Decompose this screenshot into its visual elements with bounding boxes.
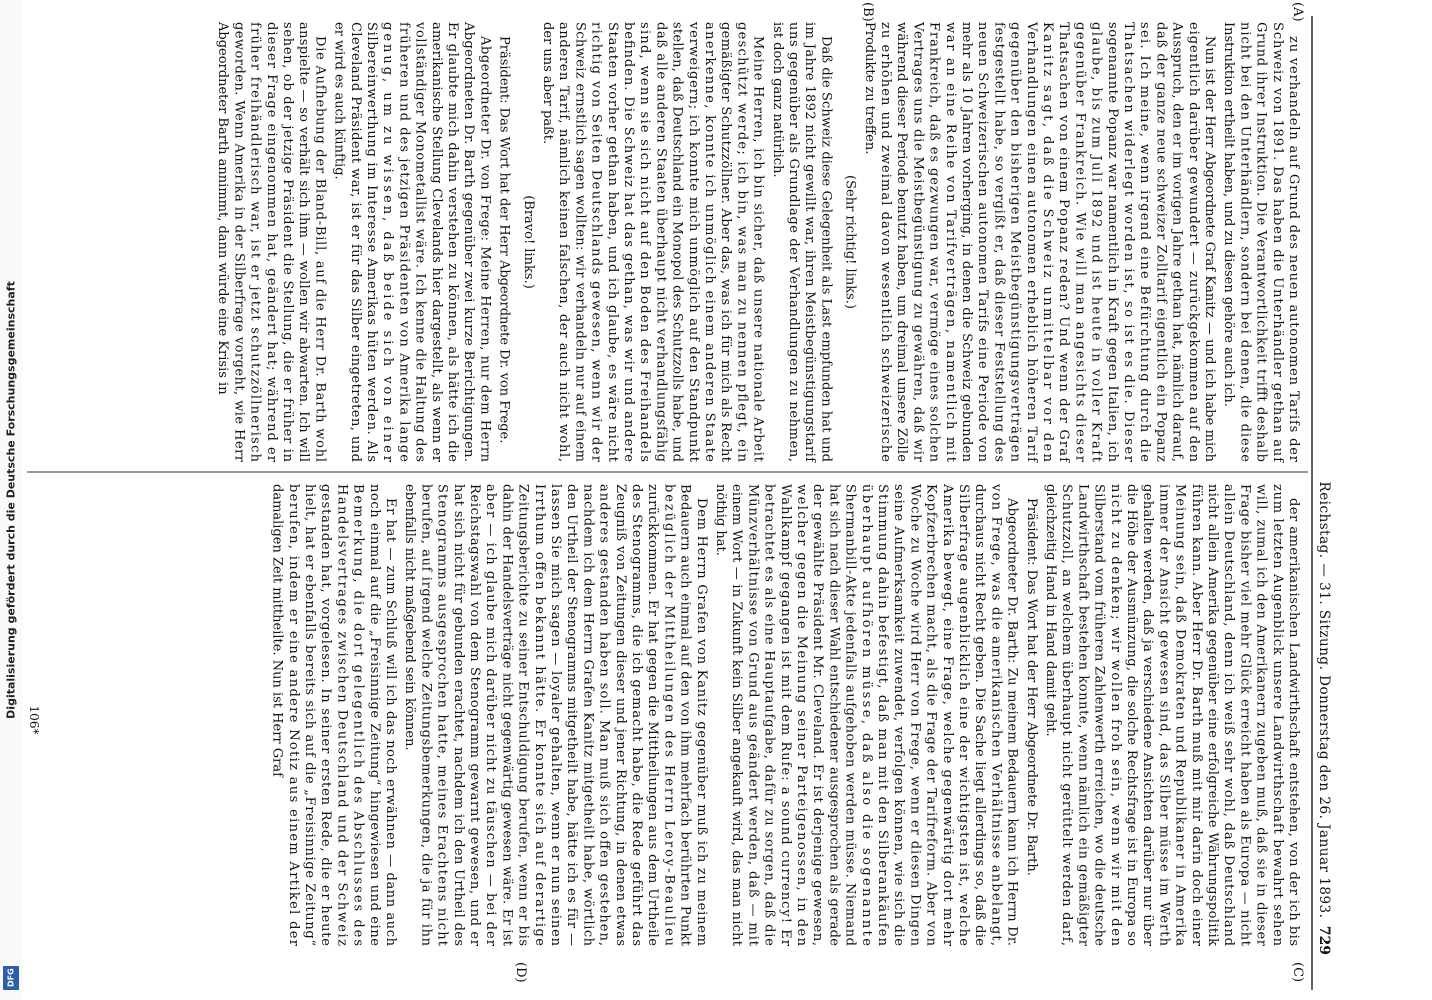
left-column-p3-line: Daß die Schweiz diese Gelegenheit als Last empfunden hat und bbox=[818, 36, 834, 462]
margin-letter-c: (C) bbox=[1290, 962, 1305, 983]
left-column-p1-line: eigentlich darüber gewundert — zurückgekommen auf den bbox=[1185, 22, 1201, 462]
left-column-p0-line: Instruktion ertheilt haben, und zu diesen gehöre auch ich. bbox=[1221, 22, 1237, 407]
left-column-p7-line: er wird es auch künftig. bbox=[331, 22, 347, 180]
left-column-p8-line: geworden. Wenn Amerika in der Silberfrage vorgeht, wie Herr bbox=[231, 22, 247, 462]
left-column-p1-line: Thatsachen widerlegt worden ist, so ist es die. Dieser bbox=[1121, 22, 1136, 462]
left-column-p4-line: daß alle anderen Staaten überhaupt nicht verhandlungsfähig bbox=[653, 22, 669, 462]
left-column-p6-line: Präsident: Das Wort hat der Herr Abgeordnete Dr. von Frege. bbox=[496, 36, 512, 444]
left-column-p0-line: nicht bei den Unterhändlern, sondern bei denen, die diese bbox=[1237, 22, 1253, 463]
right-column-p2-line: Stimmung dahin befestigt, daß man mit den Silberankäufen bbox=[875, 484, 890, 946]
sheet-signature: 106* bbox=[27, 705, 41, 735]
right-column-p3-line: aber — ich glaube mich darüber nicht zu täuschen — bei der bbox=[483, 484, 499, 946]
right-column-p0-line: gehalten werden, daß ja verschiedene Ansichten darüber nur über bbox=[1140, 484, 1156, 946]
left-column-p3-line: uns gegenüber als Grundlage der Verhandlungen zu nehmen, bbox=[786, 22, 801, 462]
right-column-p3-line: Zeitungsberichte zu seiner Entschuldigung berufen, wenn er bis bbox=[515, 484, 531, 946]
right-column-p2-line: der gewählte Präsident Mr. Cleveland. Er ist derjenige gewesen, bbox=[810, 484, 826, 946]
left-column-p1-line: während dieser Periode benutzt haben, um dreimal unsere Zölle bbox=[894, 22, 910, 462]
left-column-p7-line: amerikanische Stellung Clevelands hier dargestellt, als wenn er bbox=[428, 22, 444, 462]
left-column-p0-line: zu verhandeln auf Grund des neuen autonomen Tarifs der bbox=[1286, 36, 1301, 462]
right-column-p2-line: Shermanbill-Akte jedenfalls aufgehoben werden müsse. Niemand bbox=[842, 484, 858, 946]
left-column-p1-line: war an eine Reihe von Tarifverträgen, namentlich mit bbox=[942, 22, 958, 462]
left-column-p7-line: früheren und des jetzigen Präsidenten von Amerika lange bbox=[396, 22, 412, 463]
left-column-p8-line: Die Aufhebung der Bland-Bill, auf die Herr Dr. Barth wohl bbox=[312, 36, 328, 462]
left-column-p3-line: ist doch ganz natürlich. bbox=[769, 22, 785, 178]
right-column-p3-line: nachdem ich dem Herrn Grafen Kanitz mitgetheilt habe, wörtlich bbox=[580, 484, 596, 946]
right-column-p2-line: Abgeordneter Dr. Barth: Zu meinem Bedauern kann ich Herrn Dr. bbox=[1004, 498, 1020, 946]
left-column-p4-line: richtig von Seiten Deutschlands gewesen, wenn wir der bbox=[588, 22, 604, 463]
left-column-p1-line: Vertrages uns die Meistbegünstigung zu gewähren, daß wir bbox=[910, 22, 926, 462]
right-column-p3-line: Stenogramms ausgesprochen hatte, meines Erachtens nicht bbox=[434, 484, 450, 946]
right-column-p0-line: Meinung sein, daß Demokraten und Republikaner in Amerika bbox=[1172, 484, 1188, 946]
right-column-p2-line: durchaus nicht Recht geben. Die Sache liegt allerdings so, daß die bbox=[972, 484, 988, 946]
left-column-p4-line: der uns aber paßt. bbox=[540, 22, 555, 145]
left-column-p4-line: Schweiz ernstlich sagen wollten: wir verhandeln nur auf einem bbox=[572, 22, 588, 462]
right-column-p2-line: nöthig hat. bbox=[713, 484, 728, 556]
left-column-p7-line: Abgeordneter Dr. von Frege: Meine Herren, nur dem Herrn bbox=[477, 36, 493, 462]
left-column-p1-line: festgestellt habe, so vergißt er, daß dieser Feststellung des bbox=[991, 22, 1007, 463]
right-column-p3-line: anderes gestanden haben soll. Man muß sich offen gestehen, bbox=[596, 484, 612, 946]
right-column-p4-line: damaligen Zeit mittheilte. Nun ist Herr Graf bbox=[269, 484, 285, 777]
right-column-p2-line: hat sich nach dieser Wahl entschiedener ausgesprochen als gerade bbox=[826, 484, 842, 946]
margin-letter-b: (B) bbox=[860, 2, 875, 22]
right-column-p2-line: seine Aufmerksamkeit zuwendet, verfolgen können, wie sich die bbox=[891, 484, 907, 946]
left-column-p1-line: gegenüber Frankreich. Wie will man angesichts dieser bbox=[1072, 22, 1088, 462]
left-column-p1-line: Produkte zu treffen. bbox=[861, 22, 877, 155]
right-column-p0-line: nicht allein Amerika gegenüber eine erfolgreiche Währungspolitik bbox=[1205, 484, 1220, 946]
right-column-p2-line: Münzverhältnisse von Grund aus geändert werden, daß — mit bbox=[745, 484, 761, 946]
left-column-p1-line: glaube, bis zum Juli 1892 und ist heute in voller Kraft bbox=[1088, 22, 1104, 463]
right-column-p3-line: Zeugniß von Zeitungen dieser und jener Richtung, in denen etwas bbox=[612, 484, 628, 946]
right-column-p2-line: Silberfrage augenblicklich eine der wichtigsten ist, welche bbox=[956, 484, 971, 946]
right-column-p0-line: will, zumal ich den Amerikanern zugeben muß, daß sie in dieser bbox=[1253, 484, 1269, 946]
right-column-p0-line: führen kann. Aber Herr Dr. Barth muß mit mir darin doch einer bbox=[1188, 484, 1204, 946]
right-column-p3-line: Bedauern auch einmal auf den von ihm mehrfach berührten Punkt bbox=[677, 484, 693, 946]
left-column-p3-line: im Jahre 1892 nicht gewillt war, ihren Meistbegünstigungstarif bbox=[802, 22, 818, 462]
right-column-p2-line: welcher gegen die Meinung seiner Parteigenossen, in den bbox=[794, 484, 809, 946]
right-column-p4-line: gestanden hat, vorgelesen. In seiner ersten Rede, die er heute bbox=[318, 484, 334, 946]
right-column-p0-line: zum letzten Augenblick unsere Landwirthschaft bewahrt sehen bbox=[1269, 484, 1285, 946]
right-column-p0-line: gleichzeitig Hand in Hand damit geht. bbox=[1043, 484, 1058, 737]
left-column-p1-line: Thatsachen von einem Popanz reden? Und wenn der Graf bbox=[1056, 22, 1072, 463]
left-column-p1-line: Frankreich, daß es gezwungen war, vermöge eines solchen bbox=[926, 22, 942, 462]
right-column-p3-line: Irrthum offen bekannt hätte. Er konnte sich auf derartige bbox=[531, 484, 547, 946]
right-column-p3-line: bezüglich der Mittheilungen des Herrn Leroy-Beaulieu bbox=[661, 484, 677, 946]
left-column-p7-line: Abgeordneten Dr. Barth gegenüber zwei kurze Berichtigungen. bbox=[461, 22, 477, 462]
left-column-p0-line: Grund ihrer Instruktion. Die Verantwortlichkeit trifft deshalb bbox=[1253, 22, 1269, 462]
left-column-p1-line: zu erhöhen und zweimal davon wesentlich schweizerische bbox=[878, 22, 893, 463]
right-column-p4-line: Handelsvertrages zwischen Deutschland und der Schweiz bbox=[334, 484, 350, 946]
left-column-p8-line: dieser Frage eingenommen hat, geändert hat; während er bbox=[263, 22, 279, 463]
left-column-p1-line: neuen Schweizerischen autonomen Tarifs eine Periode von bbox=[975, 22, 991, 462]
left-column-p8-line: Abgeordneter Barth annimmt, dann würde eine Krisis in bbox=[215, 22, 231, 395]
left-column-p7-line: genug, um zu wissen, daß beide sich von einer bbox=[380, 22, 396, 462]
right-column-p0-line: Frage bisher viel mehr Glück erreicht haben als Europa — nicht bbox=[1237, 484, 1253, 946]
right-column-p3-line: des Stenogramms, die ich gemacht habe, die Rede geführt das bbox=[629, 484, 644, 946]
left-column-p1-line: mehr als 10 Jahren vorherging, in denen die Schweiz gebunden bbox=[959, 22, 974, 462]
margin-letter-a: (A) bbox=[1290, 2, 1305, 22]
right-column-p0-line: Schutzzoll, an welchem überhaupt nicht gerüttelt werden darf, bbox=[1059, 484, 1075, 946]
right-column-p2-line: Woche zu Woche wird Herr von Frege, wenn er diesen Dingen bbox=[907, 484, 923, 946]
left-column-p7-line: vollständiger Monometallist wäre. Ich kenne die Haltung des bbox=[412, 22, 428, 462]
left-column-p1-line: gegenüber den bisherigen Meistbegünstigungsverträgen bbox=[1007, 22, 1023, 463]
left-column-p4-line: stellen, daß Deutschland ein Monopol des Schutzzolls habe, und bbox=[669, 22, 685, 462]
right-column-p3-line: zurückkommen. Er hat gegen die Mittheilungen aus dem Urtheile bbox=[645, 484, 661, 946]
right-column-p3-line: dahin der Handelsverträge nicht gegenwärtig gewesen wäre. Er ist bbox=[499, 484, 515, 946]
left-column-p7-line: Er glaubte mich dahin verstehen zu können, als hätte ich die bbox=[445, 22, 460, 462]
left-column-p4-line: Meine Herren, ich bin sicher, daß unsere nationale Arbeit bbox=[750, 36, 766, 462]
left-column-p1-line: Ausspruch, den er im vorigen Jahre gethan hat, nämlich darauf, bbox=[1169, 22, 1185, 462]
right-column-p2-line: einem Wort — in Zukunft kein Silber angekauft wird, das man nicht bbox=[729, 484, 745, 946]
left-column-p4-line: geschützt werde; ich bin, was man zu nennen pflegt, ein bbox=[734, 22, 750, 463]
right-column-p0-line: die Höhe der Ausmünzung, die solche Rechtsfrage ist in Europa so bbox=[1124, 484, 1139, 946]
left-column-p4-line: anerkenne, konnte ich unmöglich einem anderen Staate bbox=[702, 22, 717, 462]
left-column-p1-line: Nun ist der Herr Abgeordnete Graf Kanitz — und ich habe mich bbox=[1202, 36, 1217, 462]
left-column-p4-line: sind, wenn sie sich nicht auf den Boden des Freihandels bbox=[637, 22, 653, 463]
right-column-p3-line: ebenfalls nicht maßgebend sein können. bbox=[402, 484, 418, 751]
right-column-p4-line: berufen, indem er eine andere Notiz aus einem Artikel der bbox=[285, 484, 301, 946]
right-column-p2-line: betrachtet es als eine Hauptaufgabe, dafür zu sorgen, daß die bbox=[761, 484, 777, 946]
right-column-p4-line: Er hat — zum Schluß will ich das noch erwähnen — dann auch bbox=[383, 498, 398, 946]
right-column-p3-line: den Urtheil der Stenogramms mitgetheilt habe, hätte ich es für — bbox=[564, 484, 580, 946]
margin-letter-d: (D) bbox=[513, 962, 528, 983]
right-column-p1-line: Präsident: Das Wort hat der Herr Abgeordnete Dr. Barth. bbox=[1023, 498, 1039, 876]
right-column-p4-line: hielt, hat er ebenfalls bereits sich auf die „Freisinnige Zeitung“ bbox=[302, 484, 317, 946]
left-column-p7-line: Silbereinwerthung im Interesse Amerikas hüten werden. Als bbox=[364, 22, 379, 462]
right-column-p3-line: hat sich nicht für gebunden erachtet, nachdem ich den Urtheil des bbox=[450, 484, 466, 946]
right-column-p0-line: nicht zu denken; wir wollen froh sein, wenn wir mit den bbox=[1107, 484, 1123, 946]
left-column-p4-line: anderen Tarif, nämlich keinen falschen, der auch nicht wohl, bbox=[556, 22, 572, 462]
left-column-p1-line: Kanitz sagt, daß die Schweiz unmittelbar vor den bbox=[1040, 22, 1055, 462]
right-column-p0-line: immer der Ansicht gewesen sind, das Silber müsse im Werth bbox=[1156, 484, 1172, 946]
right-column-p2-line: Amerika bewegt, eine Frage, welche gegenwärtig dort mehr bbox=[939, 484, 955, 946]
left-column-p2-line: (Sehr richtig! links.) bbox=[842, 175, 858, 309]
right-column-p3-line: lassen Sie mich sagen — loyaler gehalten, wenn er nun seinen bbox=[548, 484, 563, 946]
right-column-p0-line: Landwirthschaft bestehen konnte, wenn nämlich ein gemäßigter bbox=[1075, 484, 1091, 946]
right-column-p3-line: berufen, auf irgend welche Zeitungsbemerkungen, die ja für ihn bbox=[418, 484, 434, 946]
page-number: 729 bbox=[1316, 925, 1332, 955]
left-column-p8-line: anspielte — so verhält sich ihm — wollen wir abwarten. Ich will bbox=[296, 22, 312, 462]
left-column-p0-line: Schweiz von 1891. Das haben die Unterhändler gethan auf bbox=[1269, 22, 1285, 462]
left-column-p8-line: sehen, ob der jetzige Präsident die Stellung, die er früher in bbox=[280, 22, 295, 462]
right-column-p2-line: von Frege, was die amerikanischen Verhältnisse anbelangt, bbox=[988, 484, 1004, 946]
left-column-p1-line: sogenannte Popanz war namentlich in Kraft gegen Italien, ich bbox=[1104, 22, 1120, 462]
left-column-p8-line: früher freihändlerisch war, ist er jetzt schutzzöllnerisch bbox=[247, 22, 263, 462]
page-content-rotated bbox=[27, 2, 1332, 990]
left-column-p4-line: gemäßigter Schutzzöllner. Aber das, was ich für mich als Recht bbox=[718, 22, 734, 462]
funding-note: Digitalisierung gefördert durch die Deutsche Forschungsgemeinschaft bbox=[4, 281, 18, 719]
right-column-p4-line: noch einmal auf die „Freisinnige Zeitung“ hingewiesen und eine bbox=[366, 484, 382, 946]
right-column-p3-line: Reichstagswahl von dem Stenogramm gewarnt gewesen, und er bbox=[467, 484, 482, 946]
left-column-p1-line: Verhandlungen einen autonomen erheblich höheren Tarif bbox=[1023, 22, 1039, 462]
left-column-p4-line: befinden. Die Schweiz hat das gethan, was wir und andere bbox=[621, 22, 636, 463]
left-column-p5-line: (Bravo! links.) bbox=[520, 195, 536, 289]
right-column-p0-line: Silberstand vom früheren Zahlenwerth erreichen, wo die deutsche bbox=[1091, 484, 1107, 946]
right-column-p4-line: Bemerkung, die dort gelegentlich des Abschlusses des bbox=[350, 484, 366, 947]
left-column-p7-line: Cleveland Präsident war, ist er für das Silber eingetreten, und bbox=[347, 22, 363, 462]
left-column-p1-line: daß der ganze neue schweizer Zolltarif eigentlich ein Popanz bbox=[1153, 22, 1169, 462]
dfg-logo: DFG bbox=[3, 966, 19, 990]
right-column-p2-line: Wahlkampf gegangen ist mit dem Rufe: a sound currency! Er bbox=[777, 484, 793, 946]
right-column-p3-line: Dem Herrn Grafen von Kanitz gegenüber muß ich zu meinem bbox=[693, 498, 709, 946]
right-column-p0-line: allein Deutschland, denn ich weiß sehr wohl, daß Deutschland bbox=[1221, 484, 1237, 946]
right-column-p2-line: Kopfzerbrechen macht, als die Frage der Tarifreform. Aber von bbox=[923, 484, 939, 946]
right-column-p2-line: überhaupt aufhören müsse, daß also die sogenannte bbox=[858, 484, 874, 946]
right-column-p0-line: der amerikanischen Landwirthschaft entstehen, von der ich bis bbox=[1286, 498, 1301, 946]
left-column-p4-line: Staaten vorher gethan haben, und ich glaube, es wäre nicht bbox=[604, 22, 620, 463]
running-head: Reichstag. — 31. Sitzung. Donnerstag den 26. Januar 1893. bbox=[1316, 481, 1332, 919]
left-column-p1-line: sei. Ich meine, wenn irgend eine Befürchtung durch die bbox=[1137, 22, 1153, 463]
left-column-p4-line: verweigern; ich konnte mich unmöglich auf den Standpunkt bbox=[685, 22, 701, 462]
